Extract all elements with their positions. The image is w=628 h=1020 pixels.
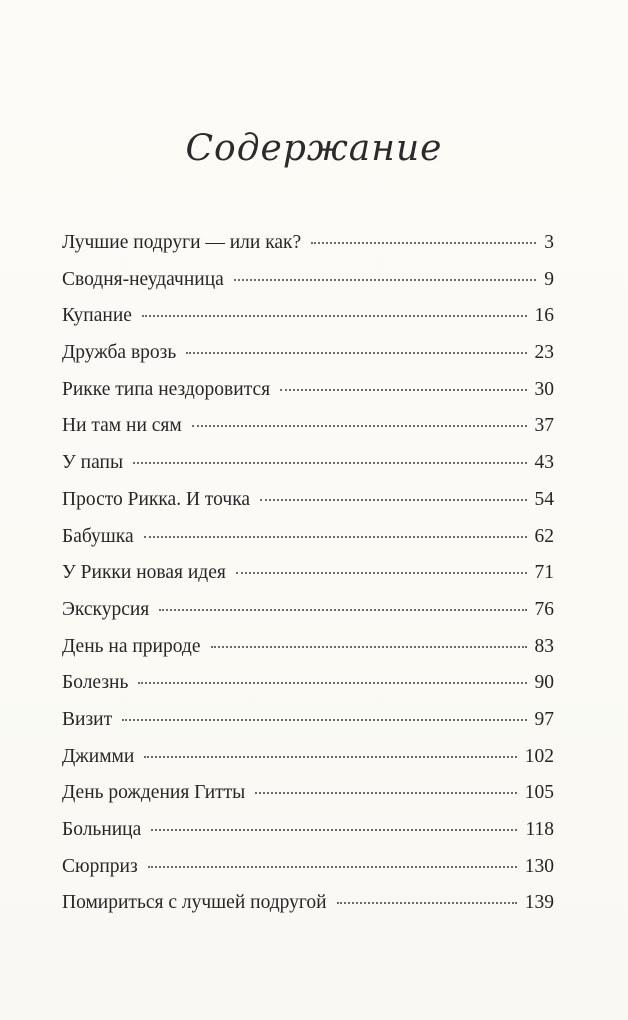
toc-entry-page: 83 xyxy=(534,635,554,657)
page-title: Содержание xyxy=(185,128,443,169)
toc-entry-page: 105 xyxy=(524,782,554,804)
toc-entry xyxy=(62,819,554,856)
toc-entry-page: 54 xyxy=(534,488,554,510)
toc-leader-dots xyxy=(133,462,526,464)
toc-entry-title: Сводня-неудачница xyxy=(62,268,224,290)
toc-entry-title: Купание xyxy=(62,305,132,327)
toc-entry-title: Визит xyxy=(62,708,113,730)
toc-entry-title: У папы xyxy=(62,452,124,474)
toc-leader-dots xyxy=(211,646,527,648)
toc-leader-dots xyxy=(144,536,527,538)
toc-entry-title: У Рикки новая идея xyxy=(62,562,226,584)
toc-entry-page: 90 xyxy=(534,672,554,694)
toc-entry-page: 139 xyxy=(524,892,554,914)
toc-entry-page: 16 xyxy=(534,305,554,327)
toc-leader-dots xyxy=(337,902,517,904)
toc-leader-dots xyxy=(148,866,517,868)
toc-entry-page: 130 xyxy=(524,855,554,877)
toc-entry-title: Лучшие подруги — или как? xyxy=(62,232,302,253)
toc-entry xyxy=(62,672,554,709)
toc-leader-dots xyxy=(236,572,527,574)
toc-entry-title: Рикке типа нездоровится xyxy=(62,378,271,400)
toc-entry-page: 118 xyxy=(525,819,554,840)
toc-entry xyxy=(62,709,554,746)
toc-entry xyxy=(62,342,554,379)
toc-entry-title: Ни там ни сям xyxy=(62,415,182,437)
toc-leader-dots xyxy=(186,352,526,354)
toc-leader-dots xyxy=(138,682,526,684)
toc-entry xyxy=(62,746,554,783)
toc-entry-page: 62 xyxy=(534,525,554,547)
toc-entry xyxy=(62,269,554,306)
toc-leader-dots xyxy=(122,719,526,721)
toc-leader-dots xyxy=(255,792,516,794)
toc-entry-title: Экскурсия xyxy=(62,598,150,620)
toc-leader-dots xyxy=(142,315,527,317)
toc-entry xyxy=(62,415,554,452)
toc-entry xyxy=(62,562,554,599)
toc-entry-title: Дружба врозь xyxy=(62,342,177,364)
toc-entry-page: 71 xyxy=(534,562,554,584)
toc-leader-dots xyxy=(311,242,536,244)
toc-entry-title: Просто Рикка. И точка xyxy=(62,488,251,510)
toc-entry xyxy=(62,636,554,673)
toc-entry xyxy=(62,232,554,269)
toc-entry-page: 102 xyxy=(524,745,554,767)
toc-leader-dots xyxy=(234,279,536,281)
toc-leader-dots xyxy=(151,829,517,831)
toc-entry-title: Больница xyxy=(62,819,142,840)
toc-entry xyxy=(62,452,554,489)
toc-leader-dots xyxy=(280,389,526,391)
toc-entry-title: Бабушка xyxy=(62,525,134,547)
toc-entry xyxy=(62,782,554,819)
toc-entry-page: 30 xyxy=(534,378,554,400)
toc-entry-title: Помириться с лучшей подругой xyxy=(62,892,327,914)
toc-entry-page: 9 xyxy=(544,268,554,290)
toc-entry-page: 3 xyxy=(544,232,554,253)
toc-entry-title: Сюрприз xyxy=(62,855,138,877)
toc-leader-dots xyxy=(260,499,526,501)
toc-entry xyxy=(62,489,554,526)
toc-entry-title: Джимми xyxy=(62,745,135,767)
toc-entry xyxy=(62,305,554,342)
toc-entry xyxy=(62,599,554,636)
toc-entry-title: День рождения Гитты xyxy=(62,782,246,804)
toc-leader-dots xyxy=(159,609,526,611)
toc-entry-page: 37 xyxy=(534,415,554,437)
toc-entry-page: 23 xyxy=(534,342,554,364)
toc-entry-title: День на природе xyxy=(62,635,201,657)
toc-entry xyxy=(62,856,554,893)
toc-entry-page: 97 xyxy=(534,708,554,730)
toc-entry-page: 76 xyxy=(534,598,554,620)
toc-leader-dots xyxy=(144,756,516,758)
toc-entry-page: 43 xyxy=(534,452,554,474)
table-of-contents xyxy=(62,232,554,929)
toc-entry xyxy=(62,379,554,416)
toc-entry xyxy=(62,526,554,563)
toc-leader-dots xyxy=(192,425,527,427)
toc-entry-title: Болезнь xyxy=(62,672,129,694)
toc-entry xyxy=(62,892,554,929)
